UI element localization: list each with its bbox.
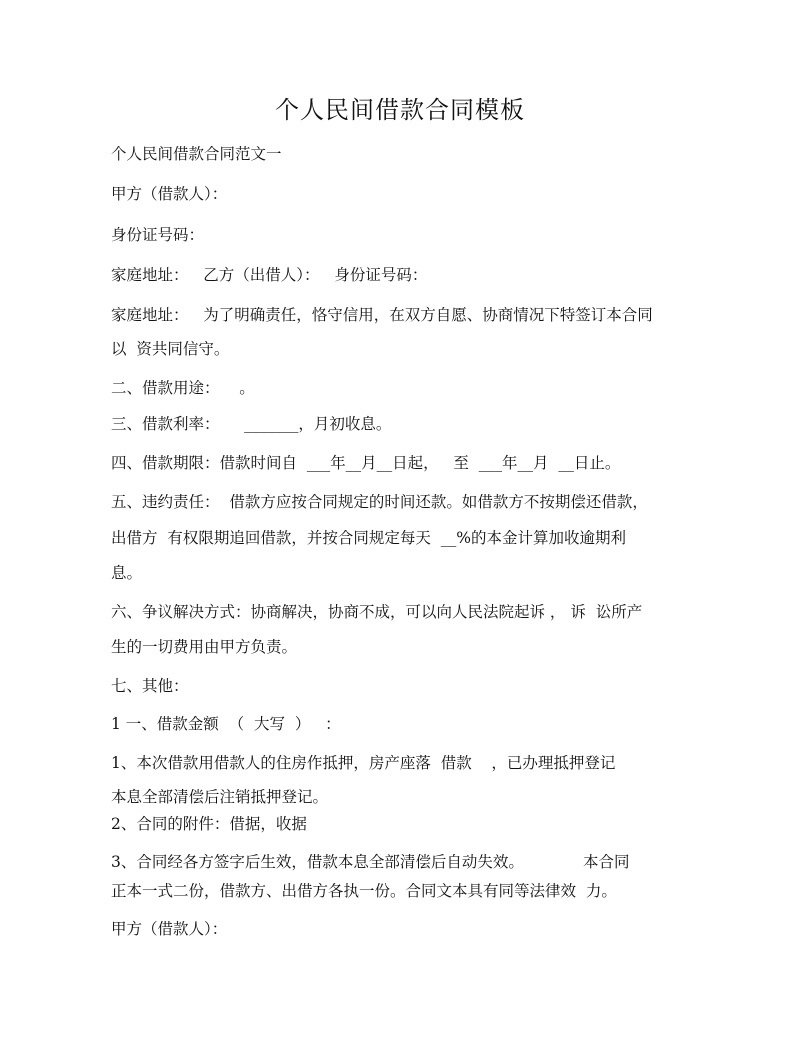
clause-2-line: 二、借款用途： 。 [111, 379, 255, 397]
purpose-continued-line: 以 资共同信守。 [111, 340, 230, 358]
mortgage-line: 1、本次借款用借款人的住房作抵押，房产座落 借款 ，已办理抵押登记 [111, 754, 616, 772]
party-a-line: 甲方（借款人）： [111, 185, 228, 203]
clause-5-continued-line: 出借方 有权限期追回借款，并按合同规定每天 __%的本金计算加收逾期利 [111, 529, 626, 547]
address-party-b-line: 家庭地址： 乙方（出借人）： 身份证号码： [111, 266, 428, 284]
signature-party-a-line: 甲方（借款人）： [111, 920, 228, 938]
clause-3-line: 三、借款利率： _______，月初收息。 [111, 415, 392, 433]
clause-5-end-line: 息。 [111, 564, 143, 582]
effectiveness-line: 3、合同经各方签字后生效，借款本息全部清偿后自动失效。 本合同 [111, 853, 630, 871]
loan-amount-line: 1 一、借款金额 （ 大写 ） ： [111, 715, 341, 733]
clause-7-line: 七、其他： [111, 677, 189, 695]
address-purpose-line: 家庭地址： 为了明确责任，恪守信用，在双方自愿、协商情况下特签订本合同 [111, 306, 653, 324]
clause-6-continued-line: 生的一切费用由甲方负责。 [111, 638, 298, 656]
copies-line: 正本一式二份，借款方、出借方各执一份。合同文本具有同等法律效 力。 [111, 882, 617, 900]
id-number-line: 身份证号码： [111, 226, 205, 244]
clause-5-line: 五、违约责任： 借款方应按合同规定的时间还款。如借款方不按期偿还借款， [111, 493, 648, 511]
subtitle-line: 个人民间借款合同范文一 [111, 145, 282, 163]
clause-4-line: 四、借款期限：借款时间自 ___年__月__日起， 至 ___年__月 __日止。 [111, 454, 621, 472]
mortgage-continued-line: 本息全部清偿后注销抵押登记。 [111, 788, 329, 806]
attachments-line: 2、合同的附件：借据，收据 [111, 815, 307, 833]
document-title: 个人民间借款合同模板 [275, 96, 525, 124]
clause-6-line: 六、争议解决方式：协商解决，协商不成，可以向人民法院起诉 ， 诉 讼所产 [111, 603, 643, 621]
